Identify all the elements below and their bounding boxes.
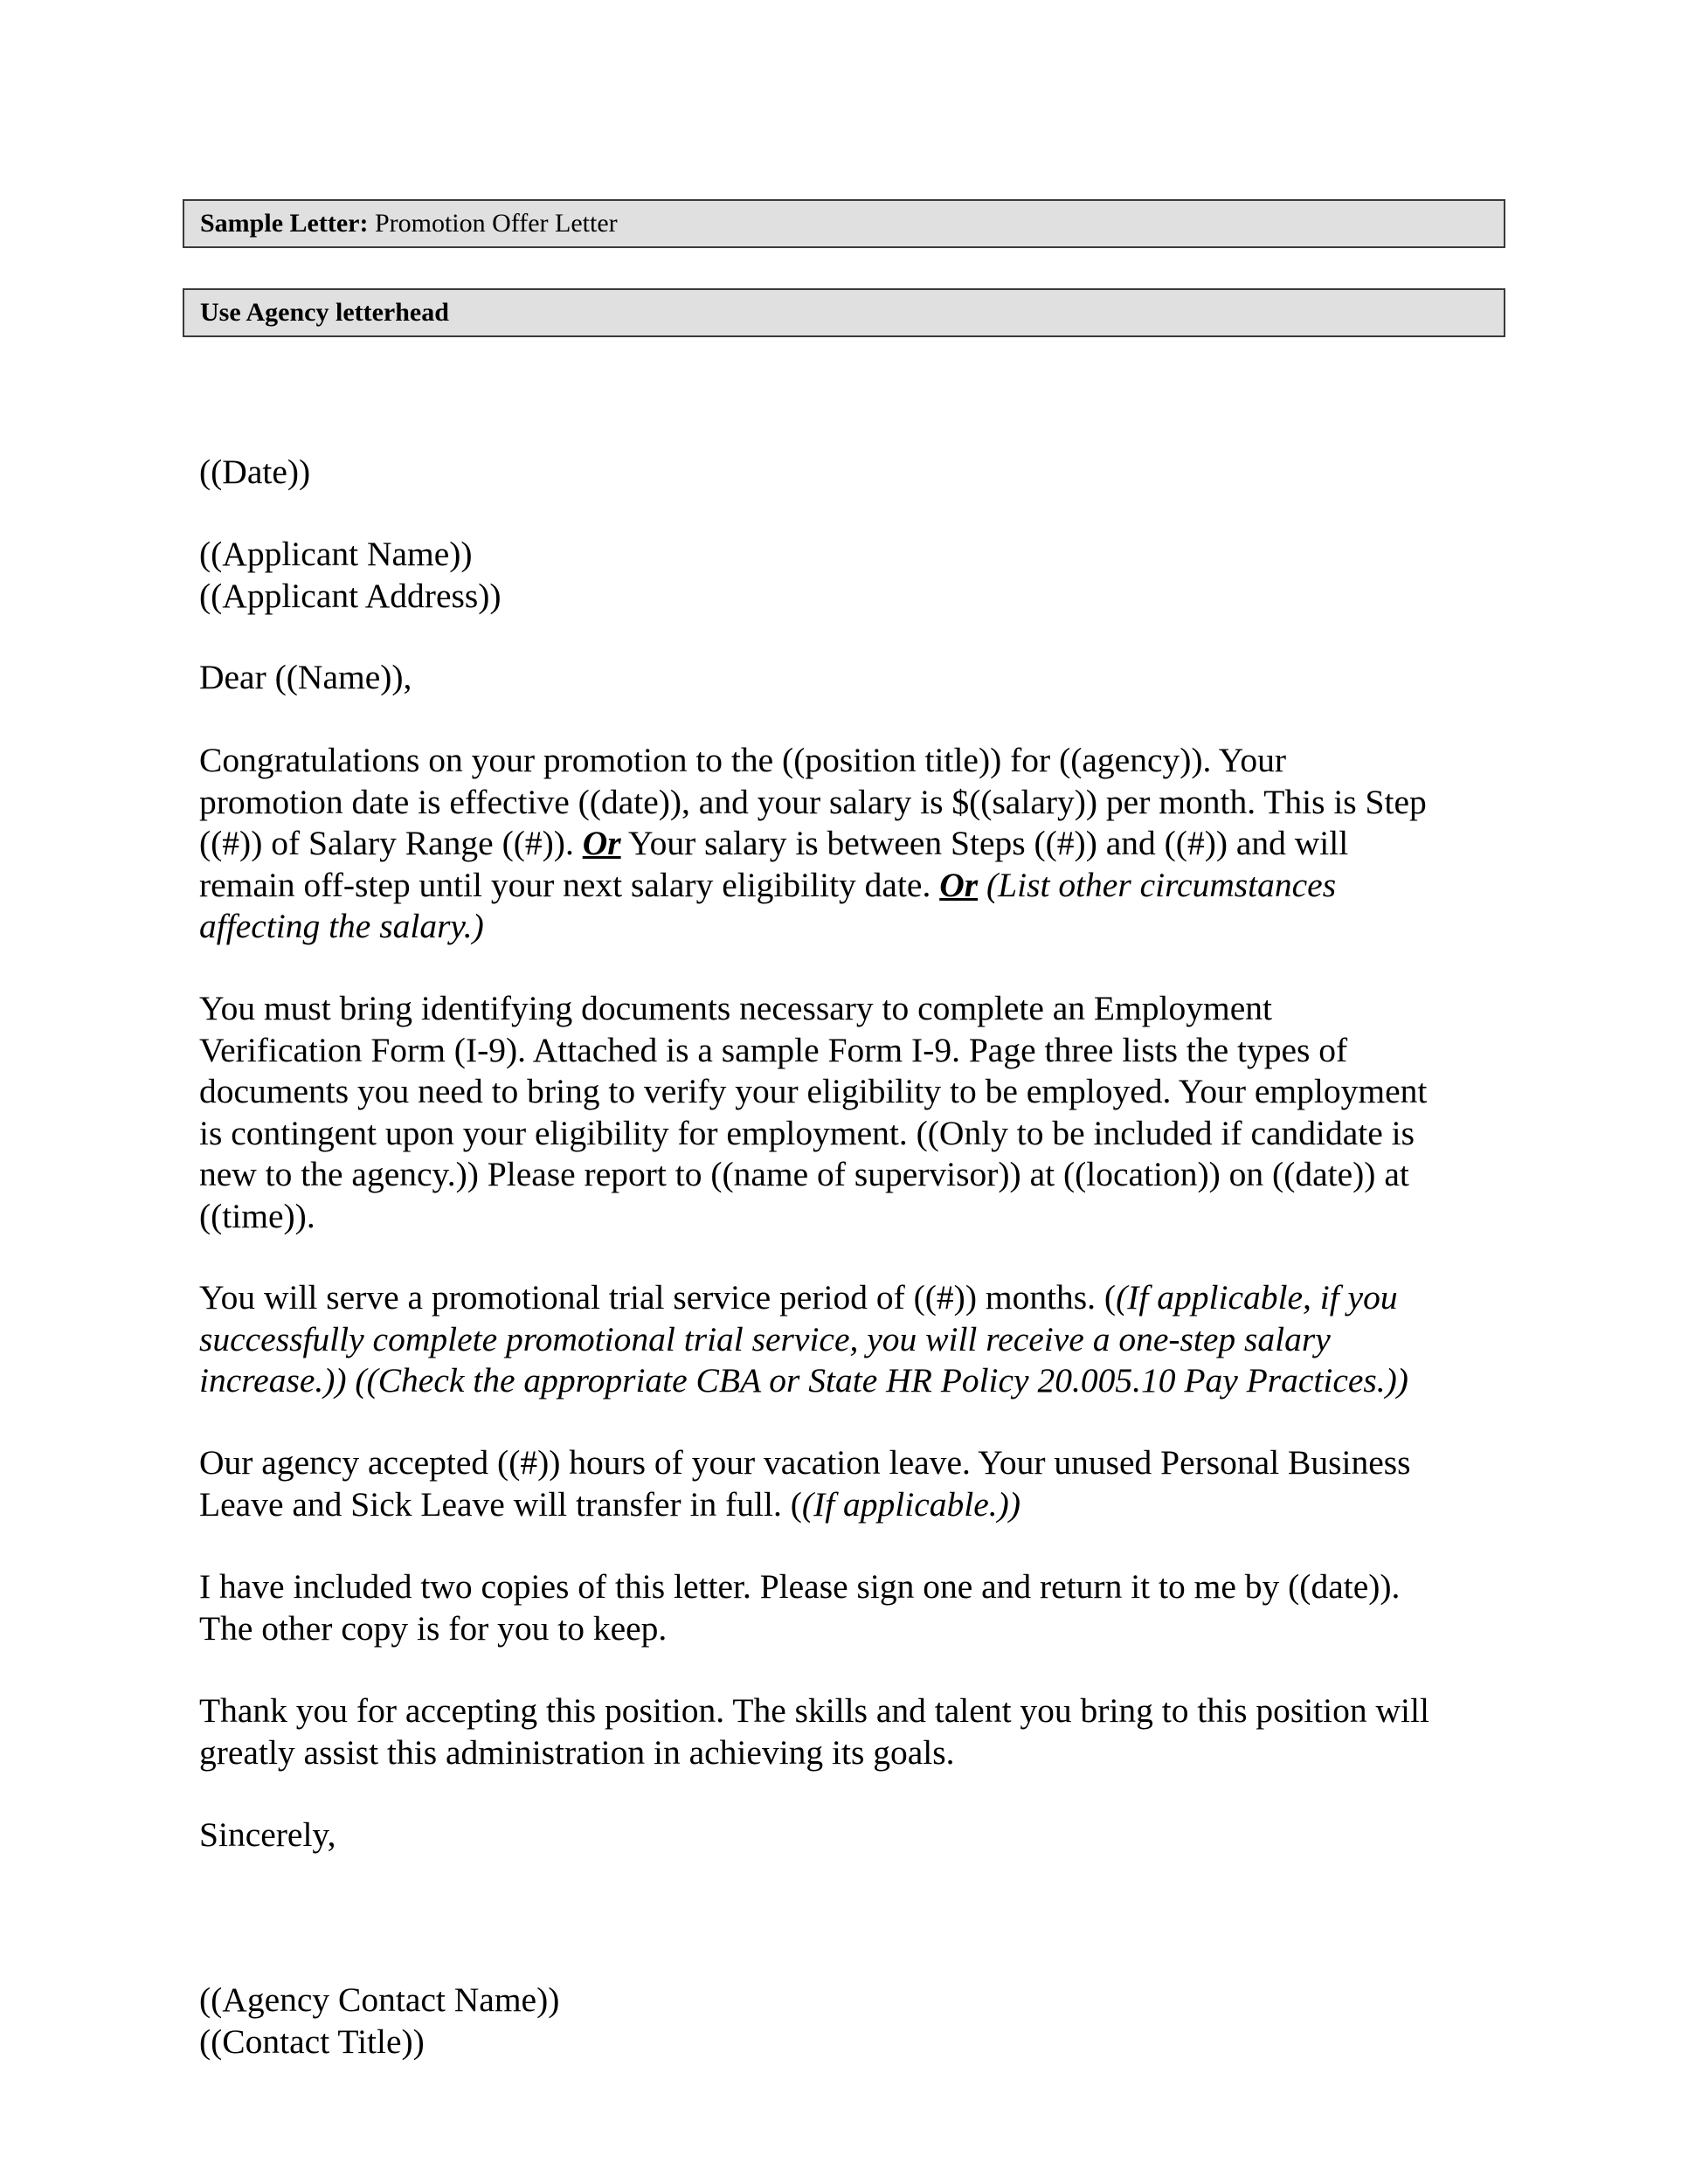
paragraph-leave: Our agency accepted ((#)) hours of your vacation leave. Your unused Personal Business Leave and Sick Leave will transfer in full. ((If applicable.)) — [199, 1443, 1411, 1524]
letter-date: ((Date)) — [199, 453, 311, 491]
applicant-name: ((Applicant Name)) — [199, 535, 473, 573]
sample-letter-label: Sample Letter: — [200, 209, 369, 238]
contact-name: ((Agency Contact Name)) — [199, 1980, 560, 2019]
contact-title: ((Contact Title)) — [199, 2022, 425, 2061]
paragraph-salary: Congratulations on your promotion to the ((position title)) for ((agency)). Your promotion date is effective ((date)), and your salary is $((salary)) per month. This is Step ((#)) of Salary Range ((#)). Or Your salary is between Steps ((#)) and ((#)) and will remain off-step until your next salary eligibility date. Or (List other circumstances affecting the salary.) — [199, 741, 1427, 945]
recipient-block — [199, 534, 1527, 617]
sample-letter-title: Promotion Offer Letter — [374, 209, 618, 238]
or-option-marker: Or — [939, 865, 979, 904]
sample-letter-header — [183, 199, 1505, 248]
paragraph-copies: I have included two copies of this letter. Please sign one and return it to me by ((date)). The other copy is for you to keep. — [199, 1567, 1401, 1648]
paragraph-documents: You must bring identifying documents necessary to complete an Employment Verification Form (I-9). Attached is a sample Form I-9. Page three lists the types of documents you need to bring to verify your eligibility to be employed. Your employment is contingent upon your eligibility for employment. ((Only to be included if candidate is new to the agency.)) Please report to ((name of supervisor)) at ((location)) on ((date)) at ((time)). — [199, 989, 1428, 1235]
letterhead-note: Use Agency letterhead — [200, 298, 449, 327]
closing: Sincerely, — [199, 1815, 336, 1854]
paragraph-thanks: Thank you for accepting this position. The skills and talent you bring to this position will greatly assist this administration in achieving its goals. — [199, 1691, 1429, 1772]
letterhead-note-box — [183, 288, 1505, 337]
salutation: Dear ((Name)), — [199, 658, 412, 696]
applicant-address: ((Applicant Address)) — [199, 576, 502, 615]
or-option-marker: Or — [582, 824, 621, 862]
signature-block — [199, 1980, 1527, 2063]
paragraph-trial-service: You will serve a promotional trial service period of ((#)) months. ((If applicable, if you successfully complete promotional trial service, you will receive a one-step salary increase.)) ((Check the appropriate CBA or State HR Policy 20.005.10 Pay Practices.)) — [199, 1278, 1408, 1400]
